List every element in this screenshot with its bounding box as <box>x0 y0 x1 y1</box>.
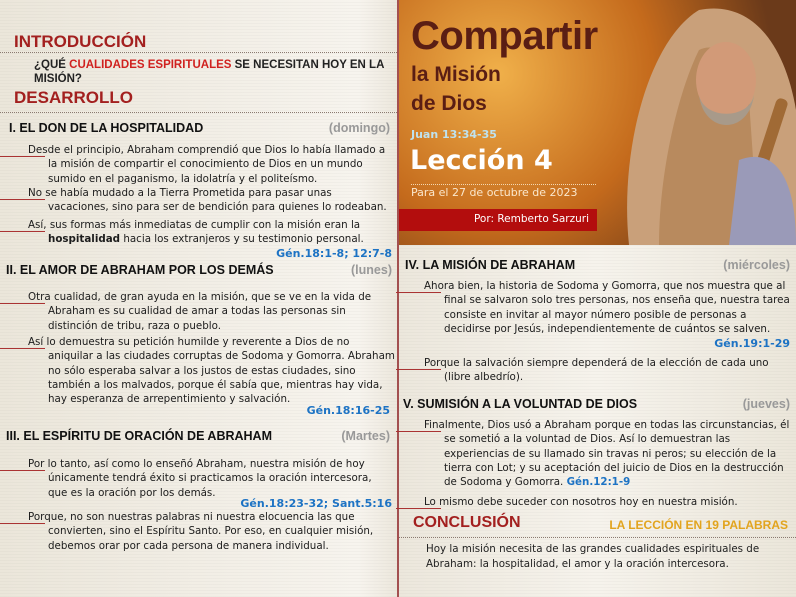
section-title: IV. LA MISIÓN DE ABRAHAM <box>405 258 576 272</box>
desarrollo-heading: DESARROLLO <box>14 88 133 107</box>
conclusion-heading: CONCLUSIÓN <box>413 514 521 531</box>
section-5-heading <box>403 397 790 411</box>
paragraph: No se había mudado a la Tierra Prometida para pasar unas vacaciones, sino para ser de bendición para quienes lo rodeaban. <box>28 186 393 215</box>
section-day: (domingo) <box>328 121 390 135</box>
section-2-heading <box>6 263 392 277</box>
section-title: III. EL ESPÍRITU DE ORACIÓN DE ABRAHAM <box>6 429 272 443</box>
paragraph <box>28 218 393 247</box>
bible-reference: Gén.18:16-25 <box>306 404 390 417</box>
section-title: I. EL DON DE LA HOSPITALIDAD <box>9 121 204 135</box>
section-3-heading <box>6 429 390 443</box>
bold-text: hospitalidad <box>48 233 121 246</box>
divider <box>0 52 397 53</box>
text: Así, sus formas más inmediatas de cumplir con la misión eran la <box>28 219 361 231</box>
lesson-date: Para el 27 de octubre de 2023 <box>411 184 596 199</box>
divider <box>0 112 397 113</box>
section-day: (Martes) <box>341 429 390 443</box>
lesson-in-19-words-label: LA LECCIÓN EN 19 PALABRAS <box>609 518 788 532</box>
section-day: (jueves) <box>742 397 790 411</box>
lesson-subtitle-1: la Misión <box>411 63 501 86</box>
conclusion-text: Hoy la misión necesita de las grandes cualidades espirituales de Abraham: la hospitalidad, el amor y la oración intercesora. <box>426 543 760 570</box>
lesson-subtitle-2: de Dios <box>411 92 487 115</box>
paragraph: Así lo demuestra su petición humilde y reverente a Dios de no aniquilar a las ciudades corruptas de Sodoma y Gomorra. Abraham no sólo esperaba salvar a los justos de estas ciudades, sino también a los malvados, porque él sabía que, mientras hay vida, hay esperanza de arrepentimiento y salvación. <box>28 336 395 406</box>
divider <box>399 537 796 538</box>
text: hacia los extranjeros y su testimonio personal. <box>120 233 364 246</box>
section-title: II. EL AMOR DE ABRAHAM POR LOS DEMÁS <box>6 263 274 277</box>
section-1-heading <box>9 121 390 135</box>
paragraph <box>424 418 794 489</box>
section-4-heading <box>405 258 790 272</box>
author-banner: Por: Remberto Sarzuri <box>399 209 597 231</box>
q-post: SE NECESITAN HOY EN LA MISIÓN? <box>34 59 384 85</box>
section-day: (miércoles) <box>723 258 790 272</box>
bible-reference: Gén.18:23-32; Sant.5:16 <box>240 497 392 510</box>
abraham-illustration <box>589 0 796 245</box>
lesson-cover <box>399 0 796 245</box>
q-pre: ¿QUÉ <box>34 59 70 71</box>
text: Finalmente, Dios usó a Abraham porque en todas las circunstancias, él se sometió a la voluntad de Dios. Así lo demuestran las experiencias de su llamado sin travas ni peros; su elección de la tierra con Lot; y su aceptación del juicio de Dios en la destrucción de Sodoma y Gomorra. <box>424 419 790 489</box>
lesson-title: Compartir <box>411 14 598 58</box>
key-verse: Juan 13:34-35 <box>411 128 497 141</box>
bible-reference: Gén.18:1-8; 12:7-8 <box>276 247 392 260</box>
intro-question <box>34 58 394 86</box>
paragraph: Porque la salvación siempre dependerá de la elección de cada uno (libre albedrío). <box>424 356 794 385</box>
lesson-number: Lección 4 <box>410 145 553 176</box>
paragraph: Porque, no son nuestras palabras ni nuestra elocuencia las que convierten, sino el Espíritu Santo. Por eso, en cualquier misión, debemos orar por cada persona de manera individual. <box>28 510 396 553</box>
section-title: V. SUMISIÓN A LA VOLUNTAD DE DIOS <box>403 397 638 411</box>
q-highlight: CUALIDADES ESPIRITUALES <box>69 59 232 71</box>
paragraph: Otra cualidad, de gran ayuda en la misión, que se ve en la vida de Abraham es su cualidad de amar a todas las personas sin distinción de tribu, raza o pueblo. <box>28 290 396 333</box>
bible-reference: Gén.19:1-29 <box>714 337 790 350</box>
intro-heading: INTRODUCCIÓN <box>14 32 147 51</box>
paragraph: Ahora bien, la historia de Sodoma y Gomorra, que nos muestra que al final se salvaron solo tres personas, nos enseña que, nuestra tarea consiste en invitar al mayor número posible de personas a decidirse por Jesús, independientemente de cuántos se salven. <box>424 279 794 336</box>
paragraph: Por lo tanto, así como lo enseñó Abraham, nuestra misión de hoy únicamente tendrá éxito si practicamos la oración intercesora, que es la oración por los demás. <box>28 457 393 500</box>
paragraph: Desde el principio, Abraham comprendió que Dios lo había llamado a la misión de compartir el conocimiento de Dios en un mundo sumido en el paganismo, la idolatría y el politeísmo. <box>28 143 393 186</box>
section-day: (lunes) <box>351 263 392 277</box>
bible-reference: Gén.12:1-9 <box>566 476 631 489</box>
paragraph: Lo mismo debe suceder con nosotros hoy en nuestra misión. <box>424 495 794 509</box>
